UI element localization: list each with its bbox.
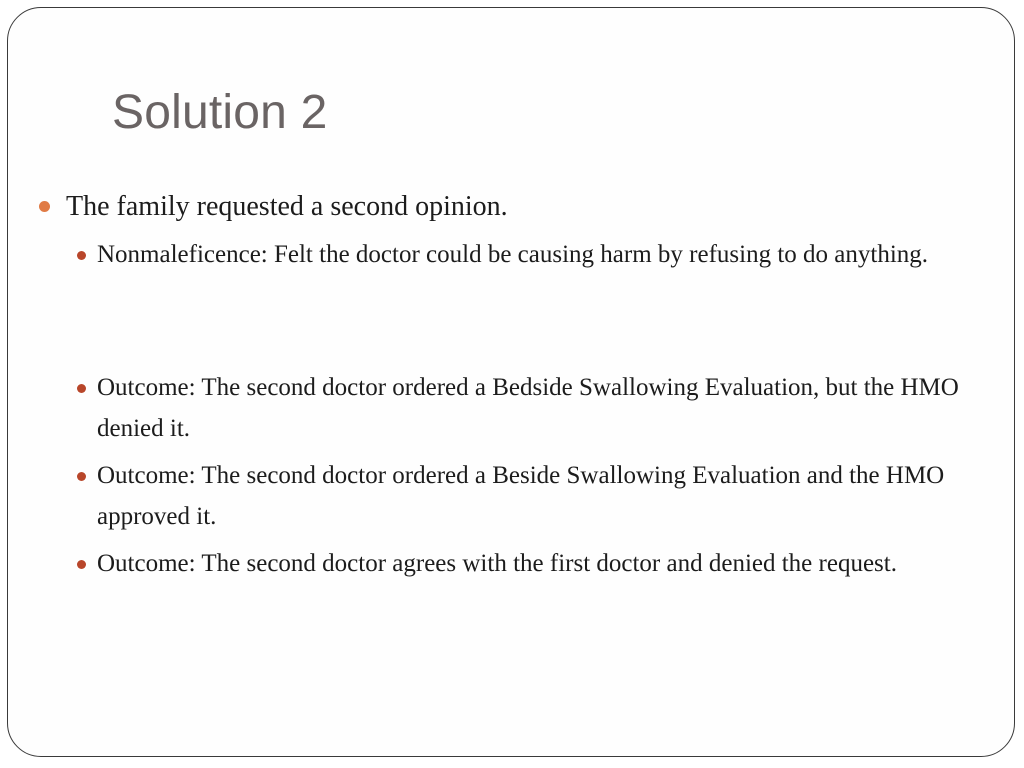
bullet-item: The family requested a second opinion.	[66, 191, 508, 222]
bullet-dot-icon	[39, 201, 50, 212]
sub-bullet-dot-icon	[77, 472, 86, 481]
sub-bullet-dot-icon	[77, 384, 86, 393]
slide-title: Solution 2	[112, 86, 328, 139]
sub-bullet-dot-icon	[77, 251, 86, 260]
sub-bullet-dot-icon	[77, 560, 86, 569]
sub-bullet-item: Outcome: The second doctor ordered a Beside Swallowing Evaluation and the HMO approved it.	[97, 462, 945, 530]
sub-bullet-item: Outcome: The second doctor agrees with the first doctor and denied the request.	[97, 550, 897, 577]
sub-bullet-item: Outcome: The second doctor ordered a Bedside Swallowing Evaluation, but the HMO denied it.	[97, 374, 959, 442]
sub-bullet-item: Nonmaleficence: Felt the doctor could be causing harm by refusing to do anything.	[97, 241, 929, 268]
